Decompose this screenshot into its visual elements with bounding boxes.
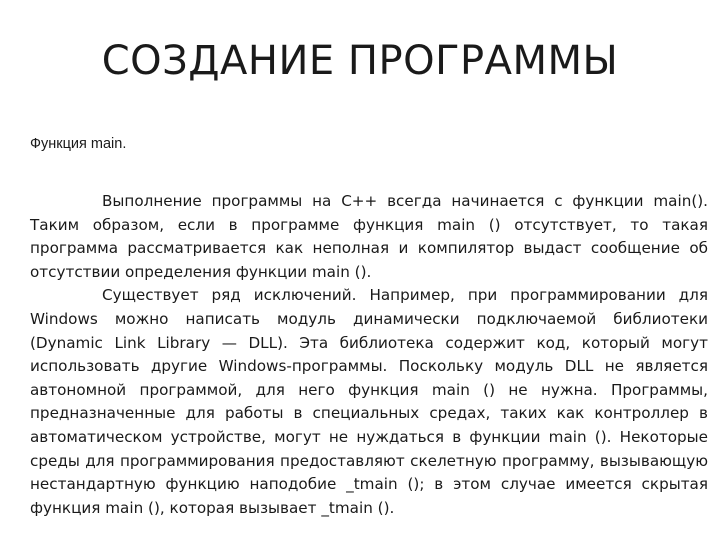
body-paragraph-1: Выполнение программы на C++ всегда начинается с функции main(). Таким образом, если в программе функция main () отсутствует, то такая программа рассматривается как неполная и компилятор выдаст сообщение об отсутствии определения функции main (). — [30, 192, 708, 281]
slide-body — [30, 190, 708, 520]
body-paragraph-2: Существует ряд исключений. Например, при программировании для Windows можно написать модуль динамически подключаемой библиотеки (Dynamic Link Library — DLL). Эта библиотека содержит код, который могут использовать другие Windows-программы. Поскольку модуль DLL не является автономной программой, для него функция main () не нужна. Программы, предназначенные для работы в специальных средах, таких как контроллер в автоматическом устройстве, могут не нуждаться в функции main (). Некоторые среды для программирования предоставляют скелетную программу, вызывающую нестандартную функцию наподобие _tmain (); в этом случае имеется скрытая функция main (), которая вызывает _tmain (). — [30, 286, 708, 517]
slide-title: СОЗДАНИЕ ПРОГРАММЫ — [101, 38, 619, 84]
slide-subtitle: Функция main. — [30, 136, 127, 152]
